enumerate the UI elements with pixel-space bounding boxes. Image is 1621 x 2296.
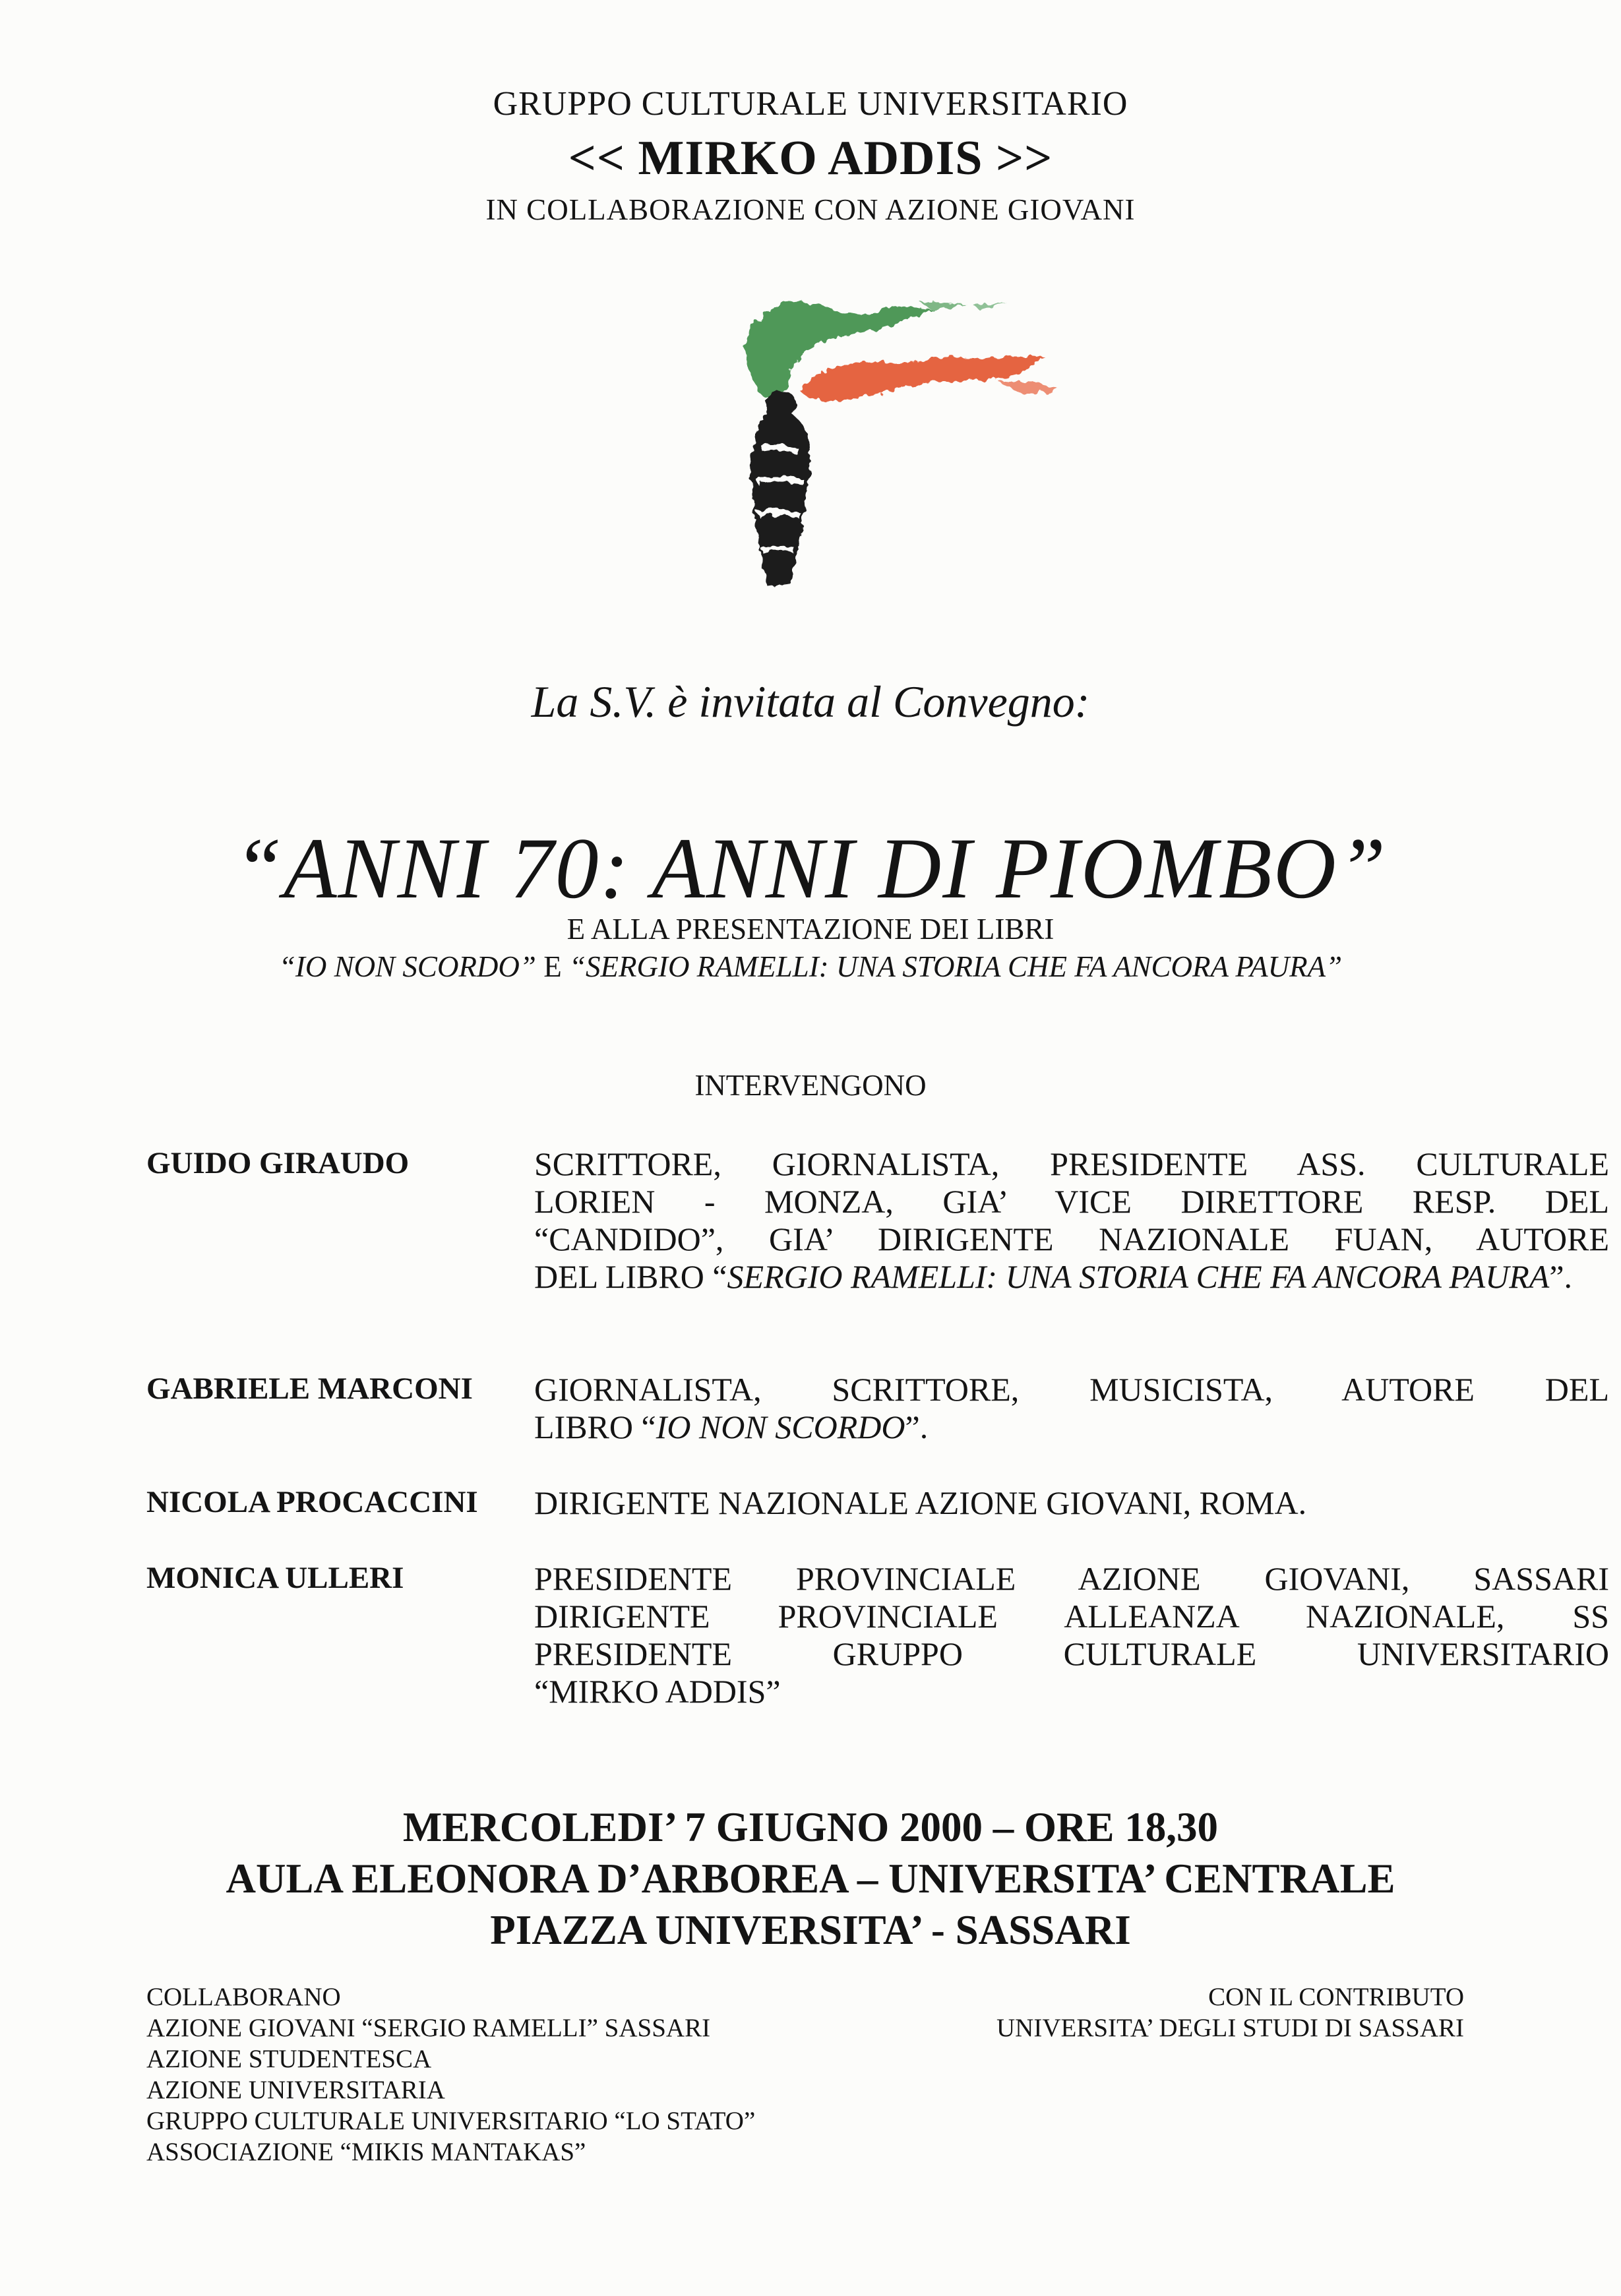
- speaker-desc-line: “CANDIDO”, GIA’ DIRIGENTE NAZIONALE FUAN, AUTORE: [534, 1221, 1609, 1257]
- speaker-desc-line: SCRITTORE, GIORNALISTA, PRESIDENTE ASS. CULTURALE: [534, 1145, 1609, 1182]
- books-conjunction: E: [535, 950, 569, 983]
- speaker-desc-line: LORIEN - MONZA, GIA’ VICE DIRETTORE RESP. DEL: [534, 1183, 1609, 1220]
- event-date-time: MERCOLEDI’ 7 GIUGNO 2000 – ORE 18,30: [402, 1804, 1219, 1850]
- books-titles-line: [0, 950, 1621, 984]
- book-title-io-non-scordo: “IO NON SCORDO”: [278, 950, 536, 983]
- torch-handle-shape: [750, 392, 811, 587]
- collaborator-item: ASSOCIAZIONE “MIKIS MANTAKAS”: [146, 2138, 586, 2166]
- speaker-desc-line: DIRIGENTE PROVINCIALE ALLEANZA NAZIONALE, SS: [534, 1598, 1609, 1635]
- collaborators-block: [146, 1981, 755, 2167]
- speaker-desc-text: DEL LIBRO “: [534, 1258, 727, 1295]
- speaker-name: NICOLA PROCACCINI: [146, 1485, 478, 1519]
- speaker-desc-text: ”.: [1549, 1258, 1573, 1295]
- header-collaboration: IN COLLABORAZIONE CON AZIONE GIOVANI: [485, 193, 1136, 226]
- torch-flame-tricolor-logo-icon: [716, 284, 1085, 626]
- header-group-name: << MIRKO ADDIS >>: [568, 131, 1053, 185]
- speaker-desc-text: “MIRKO ADDIS”: [534, 1673, 781, 1710]
- collaborators-heading: COLLABORANO: [146, 1983, 341, 2011]
- collaborator-item: AZIONE STUDENTESCA: [146, 2045, 432, 2073]
- speaker-desc-text: ”.: [905, 1408, 929, 1445]
- contribution-heading: CON IL CONTRIBUTO: [1208, 1983, 1464, 2011]
- red-flame-shape: [801, 356, 1058, 402]
- speaker-desc-text: LIBRO “: [534, 1408, 656, 1445]
- invitation-text: La S.V. è invitata al Convegno:: [531, 677, 1090, 727]
- speaker-description: [534, 1484, 1609, 1522]
- speaker-name: MONICA ULLERI: [146, 1561, 404, 1595]
- speaker-desc-text: DIRIGENTE NAZIONALE AZIONE GIOVANI, ROMA.: [534, 1484, 1307, 1521]
- event-address: PIAZZA UNIVERSITA’ - SASSARI: [490, 1907, 1131, 1953]
- speaker-desc-line: PRESIDENTE PROVINCIALE AZIONE GIOVANI, SASSARI: [534, 1560, 1609, 1597]
- contribution-block: [996, 1981, 1464, 2043]
- conference-title: “ANNI 70: ANNI DI PIOMBO”: [233, 820, 1388, 917]
- header-organization: GRUPPO CULTURALE UNIVERSITARIO: [493, 85, 1128, 123]
- contribution-text: UNIVERSITA’ DEGLI STUDI DI SASSARI: [996, 2014, 1464, 2042]
- collaborator-item: AZIONE UNIVERSITARIA: [146, 2076, 445, 2104]
- speaker-description: [534, 1371, 1609, 1446]
- book-title-sergio-ramelli: “SERGIO RAMELLI: UNA STORIA CHE FA ANCORA PAURA”: [568, 950, 1343, 983]
- speaker-desc-line: GIORNALISTA, SCRITTORE, MUSICISTA, AUTORE DEL: [534, 1371, 1609, 1408]
- event-venue: AULA ELEONORA D’ARBOREA – UNIVERSITA’ CENTRALE: [226, 1856, 1395, 1902]
- speaker-description: [534, 1560, 1609, 1710]
- speaker-name: GUIDO GIRAUDO: [146, 1146, 410, 1180]
- speaker-description: [534, 1145, 1609, 1296]
- collaborator-item: GRUPPO CULTURALE UNIVERSITARIO “LO STATO”: [146, 2107, 756, 2135]
- books-presentation-line: E ALLA PRESENTAZIONE DEI LIBRI: [566, 913, 1055, 946]
- speaker-name: GABRIELE MARCONI: [146, 1372, 473, 1406]
- speakers-heading: INTERVENGONO: [694, 1069, 927, 1102]
- collaborator-item: AZIONE GIOVANI “SERGIO RAMELLI” SASSARI: [146, 2014, 711, 2042]
- speaker-book-title: IO NON SCORDO: [656, 1408, 905, 1445]
- speaker-desc-line: PRESIDENTE GRUPPO CULTURALE UNIVERSITARIO: [534, 1635, 1609, 1672]
- speaker-book-title: SERGIO RAMELLI: UNA STORIA CHE FA ANCORA PAURA: [727, 1258, 1550, 1295]
